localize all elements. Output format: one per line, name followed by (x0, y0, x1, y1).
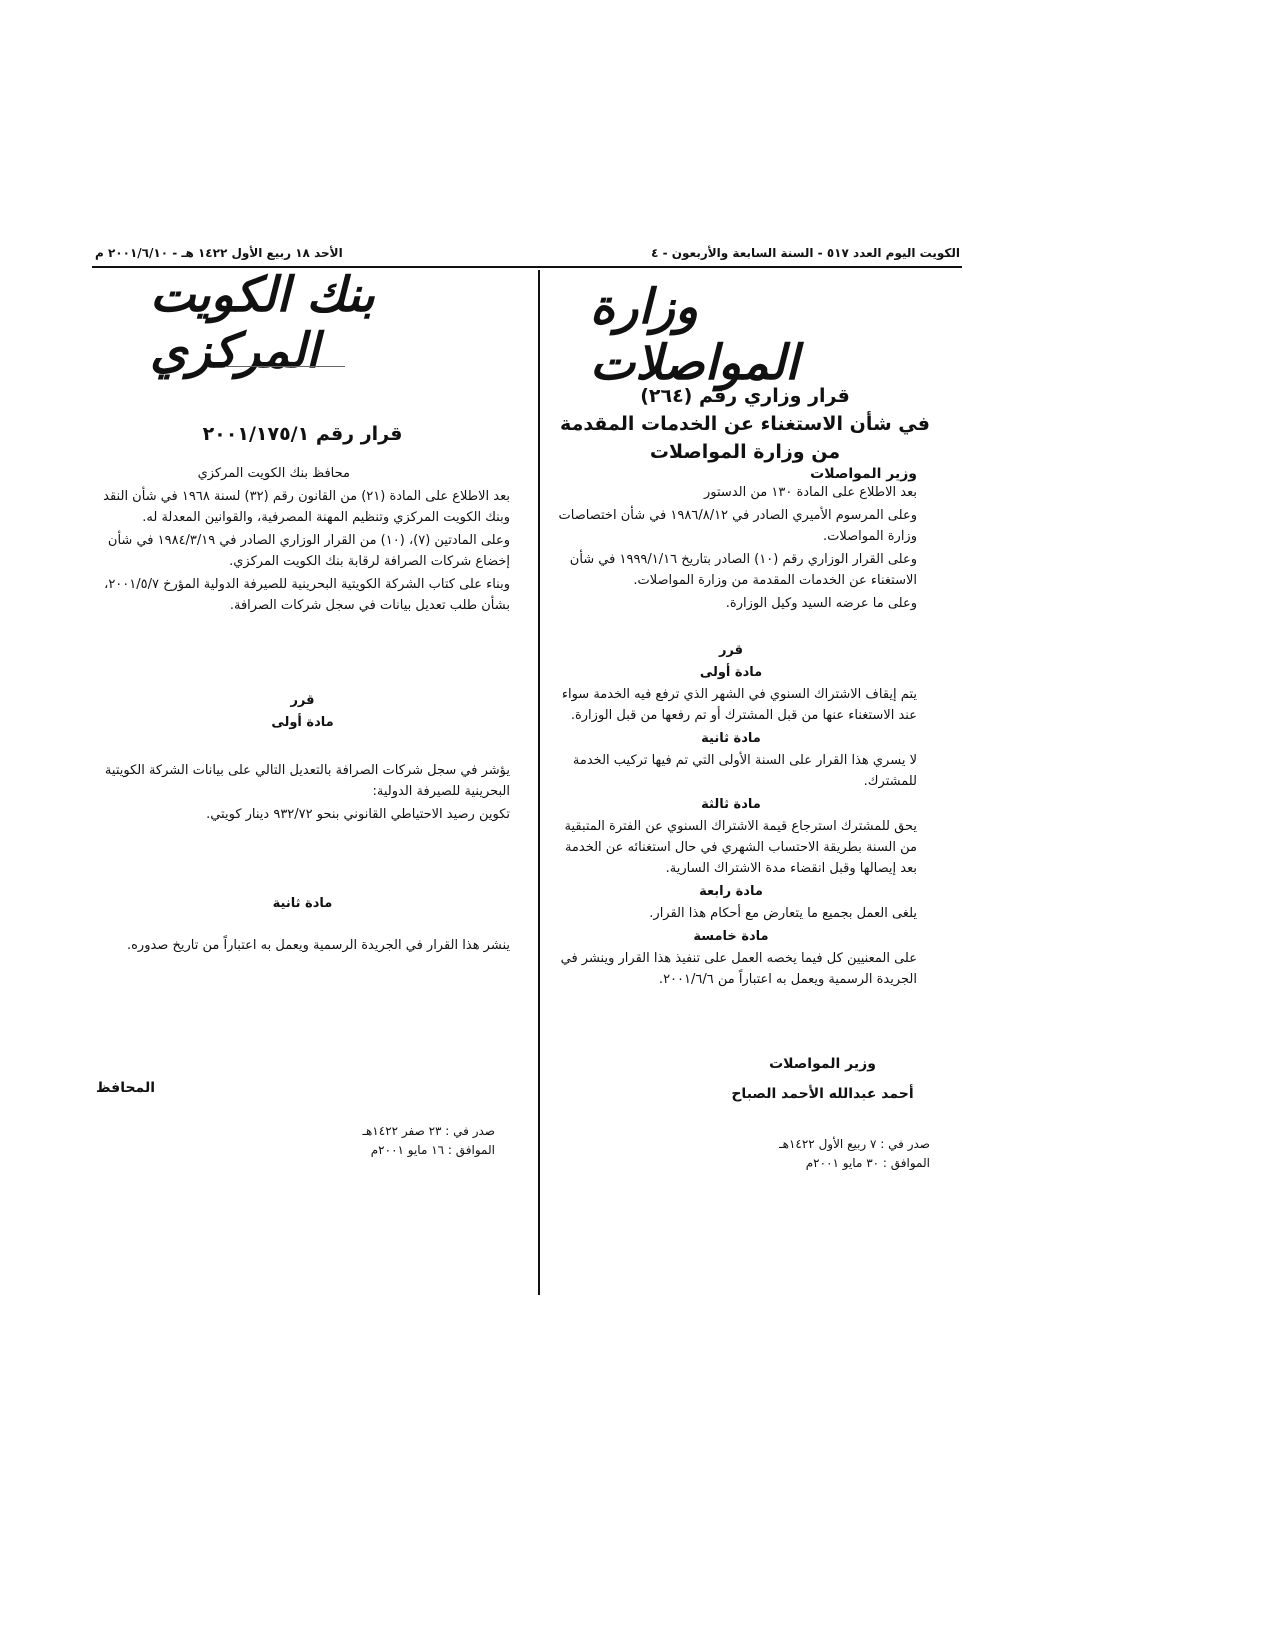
bank-article-2-heading: مادة ثانية (272, 896, 333, 911)
preamble-2: وعلى المرسوم الأميري الصادر في ١٩٨٦/٨/١٢ في شأن اختصاصات وزارة المواصلات. (558, 508, 917, 544)
article-3-heading: مادة ثالثة (701, 797, 761, 812)
article-3-text: يحق للمشترك استرجاع قيمة الاشتراك السنوي عن الفترة المتبقية من السنة بطريقة الاحتساب الشهري في حال استغنائه عن الخدمة بعد إيصالها وقبل انقضاء مدة الاشتراك السارية. (564, 819, 917, 876)
ministry-logo-text: وزارة المواصلات (590, 279, 799, 391)
decree-subject-1: في شأن الاستغناء عن الخدمات المقدمة (560, 413, 930, 435)
decided-heading: قرر (718, 643, 744, 658)
bank-preamble-3: وبناء على كتاب الشركة الكويتية البحرينية للصيرفة الدولية المؤرخ ٢٠٠١/٥/٧، بشأن طلب تعديل بيانات في سجل شركات الصرافة. (104, 577, 510, 613)
bank-decree-title (100, 420, 505, 448)
article-5-text: على المعنيين كل فيما يخصه العمل على تنفيذ هذا القرار وينشر في الجريدة الرسمية ويعمل به اعتباراً من ٢٠٠١/٦/٦. (560, 951, 917, 987)
signatory-name: أحمد عبدالله الأحمد الصباح (731, 1086, 914, 1102)
bank-issue-date (330, 1122, 495, 1160)
header-left-date: الأحد ١٨ ربيع الأول ١٤٢٢ هـ - ٢٠٠١/٦/١٠ م (95, 246, 343, 260)
bank-preamble-1: بعد الاطلاع على المادة (٢١) من القانون رقم (٣٢) لسنة ١٩٦٨ في شأن النقد وبنك الكويت المركزي وتنظيم المهنة المصرفية، والقوانين المعدلة له. (103, 489, 510, 525)
bank-preamble-2: وعلى المادتين (٧)، (١٠) من القرار الوزاري الصادر في ١٩٨٤/٣/١٩ في شأن إخضاع شركات الصرافة لرقابة بنك الكويت المركزي. (107, 533, 510, 569)
ministry-decree-title (545, 382, 945, 466)
bank-decree-body (95, 463, 510, 958)
ministry-issue-date (700, 1135, 930, 1173)
article-2-heading: مادة ثانية (701, 731, 761, 746)
signatory-title: وزير المواصلات (769, 1056, 876, 1072)
article-5-heading: مادة خامسة (693, 929, 769, 944)
governor-signature (95, 1080, 155, 1096)
ministry-decree-body (545, 466, 917, 992)
issued-hijri: صدر في : ٧ ربيع الأول ١٤٢٢هـ (779, 1137, 930, 1151)
issued-gregorian: الموافق : ٣٠ مايو ٢٠٠١م (805, 1156, 930, 1170)
preamble-3: وعلى القرار الوزاري رقم (١٠) الصادر بتاريخ ١٩٩٩/١/١٦ في شأن الاستغناء عن الخدمات المقدمة من وزارة المواصلات. (569, 552, 917, 588)
minister-signature (700, 1056, 945, 1102)
decree-subject-2: من وزارة المواصلات (649, 441, 841, 463)
governor-label: المحافظ (96, 1080, 155, 1096)
article-1-heading: مادة أولى (699, 665, 763, 680)
bank-issuer: محافظ بنك الكويت المركزي (197, 466, 350, 481)
article-2-text: لا يسري هذا القرار على السنة الأولى التي تم فيها تركيب الخدمة للمشترك. (572, 753, 917, 789)
bank-logo-text: بنك الكويت المركزي (150, 266, 375, 379)
issuer-label: وزير المواصلات (810, 466, 917, 482)
article-4-text: يلغى العمل بجميع ما يتعارض مع أحكام هذا القرار. (649, 906, 917, 921)
bank-logo (150, 266, 420, 379)
bank-article-1-item: تكوين رصيد الاحتياطي القانوني بنحو ٩٣٢/٧٢ دينار كويتي. (206, 807, 510, 822)
decree-number: قرار وزاري رقم (٢٦٤) (640, 385, 850, 407)
bank-issued-gregorian: الموافق : ١٦ مايو ٢٠٠١م (370, 1143, 495, 1157)
bank-article-1-heading: مادة أولى (271, 715, 334, 730)
preamble-4: وعلى ما عرضه السيد وكيل الوزارة. (725, 596, 917, 611)
bank-logo-rule (225, 366, 345, 367)
bank-article-2-text: ينشر هذا القرار في الجريدة الرسمية ويعمل به اعتباراً من تاريخ صدوره. (126, 938, 510, 953)
column-divider (538, 270, 540, 1295)
bank-decided-heading: قرر (290, 693, 315, 708)
bank-issued-hijri: صدر في : ٢٣ صفر ١٤٢٢هـ (362, 1124, 495, 1138)
preamble-1: بعد الاطلاع على المادة ١٣٠ من الدستور (704, 485, 917, 500)
header-right-issue: الكويت اليوم العدد ٥١٧ - السنة السابعة والأربعون - ٤ (651, 246, 960, 260)
article-4-heading: مادة رابعة (699, 884, 763, 899)
article-1-text: يتم إيقاف الاشتراك السنوي في الشهر الذي ترفع فيه الخدمة سواء عند الاستغناء عنها من قبل المشترك أو تم رفعها من قبل الوزارة. (561, 687, 917, 723)
bank-article-1-text: يؤشر في سجل شركات الصرافة بالتعديل التالي على بيانات الشركة الكويتية البحرينية للصيرفة الدولية: (104, 763, 510, 799)
bank-decree-number: قرار رقم ٢٠٠١/١٧٥/١ (202, 423, 403, 445)
ministry-logo (590, 279, 860, 391)
